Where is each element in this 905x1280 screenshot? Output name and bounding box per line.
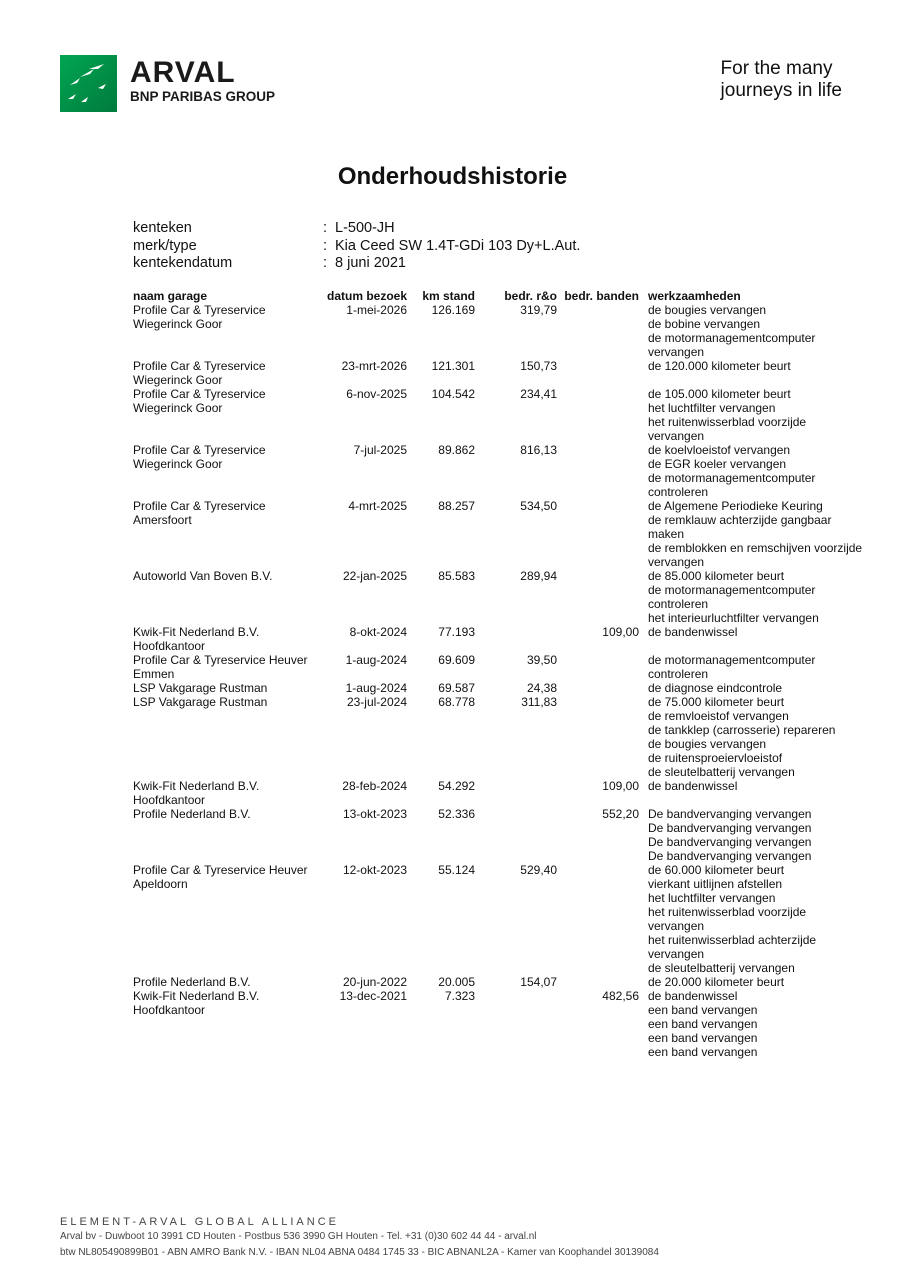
work-line: vervangen: [648, 947, 705, 961]
cell-km: 88.257: [438, 499, 475, 513]
work-line: de motormanagementcomputer: [648, 471, 816, 485]
garage-line: LSP Vakgarage Rustman: [133, 695, 268, 709]
cell-km: 89.862: [438, 443, 475, 457]
header-tyres: bedr. banden: [564, 289, 639, 303]
cell-date: 13-okt-2023: [342, 807, 407, 821]
cell-garage: [133, 653, 323, 681]
cell-ro: 234,41: [520, 387, 557, 401]
cell-garage: [133, 443, 323, 471]
work-line: een band vervangen: [648, 1031, 758, 1045]
cell-work: [648, 387, 868, 443]
work-line: de bandenwissel: [648, 779, 738, 793]
work-line: de 75.000 kilometer beurt: [648, 695, 785, 709]
datum-value: 8 juni 2021: [335, 255, 406, 271]
cell-km: 54.292: [438, 779, 475, 793]
garage-line: Emmen: [133, 667, 175, 681]
work-line: een band vervangen: [648, 1017, 758, 1031]
cell-km: 68.778: [438, 695, 475, 709]
cell-work: [648, 569, 868, 625]
work-line: controleren: [648, 485, 709, 499]
header-work: werkzaamheden: [648, 289, 741, 303]
cell-date: 20-jun-2022: [342, 975, 407, 989]
cell-date: 1-aug-2024: [345, 681, 407, 695]
cell-km: 104.542: [431, 387, 475, 401]
cell-garage: [133, 989, 323, 1017]
table-row: [133, 653, 873, 681]
garage-line: Hoofdkantoor: [133, 1003, 206, 1017]
garage-line: Hoofdkantoor: [133, 793, 206, 807]
cell-garage: [133, 779, 323, 807]
garage-line: Profile Car & Tyreservice Heuver: [133, 653, 308, 667]
cell-work: [648, 989, 868, 1059]
work-line: de 120.000 kilometer beurt: [648, 359, 791, 373]
cell-garage: [133, 625, 323, 653]
table-row: [133, 695, 873, 779]
table-row: [133, 807, 873, 863]
header-garage: naam garage: [133, 289, 208, 303]
table-body: [133, 303, 873, 1059]
table-row: [133, 569, 873, 625]
cell-work: [648, 863, 868, 975]
cell-work: [648, 359, 868, 373]
merk-row: [133, 238, 580, 256]
cell-km: 55.124: [438, 863, 475, 877]
separator: :: [323, 255, 328, 271]
cell-garage: [133, 807, 323, 821]
cell-km: 77.193: [438, 625, 475, 639]
footer-alliance: ELEMENT-ARVAL GLOBAL ALLIANCE: [60, 1216, 339, 1228]
page-title: Onderhoudshistorie: [337, 163, 568, 190]
cell-work: [648, 499, 868, 569]
cell-date: 4-mrt-2025: [348, 499, 407, 513]
work-line: vervangen: [648, 919, 705, 933]
cell-work: [648, 625, 868, 639]
garage-line: Profile Car & Tyreservice Heuver: [133, 863, 308, 877]
merk-label: merk/type: [133, 237, 197, 254]
cell-ro: 39,50: [526, 653, 557, 667]
table-row: [133, 443, 873, 499]
cell-date: 22-jan-2025: [342, 569, 407, 583]
header-km: km stand: [422, 289, 475, 303]
brand-group: BNP PARIBAS GROUP: [130, 89, 276, 104]
work-line: de diagnose eindcontrole: [648, 681, 783, 695]
work-line: maken: [648, 527, 685, 541]
work-line: controleren: [648, 597, 709, 611]
table-row: [133, 499, 873, 569]
work-line: het luchtfilter vervangen: [648, 891, 776, 905]
cell-date: 1-mei-2026: [346, 303, 407, 317]
cell-date: 12-okt-2023: [342, 863, 407, 877]
garage-line: Wiegerinck Goor: [133, 401, 223, 415]
work-line: De bandvervanging vervangen: [648, 807, 812, 821]
garage-line: Wiegerinck Goor: [133, 373, 223, 387]
garage-line: Profile Nederland B.V.: [133, 975, 251, 989]
cell-work: [648, 779, 868, 793]
garage-line: Kwik-Fit Nederland B.V.: [133, 625, 260, 639]
footer-address: Arval bv - Duwboot 10 3991 CD Houten - Postbus 536 3990 GH Houten - Tel. +31 (0)30 602 44 44 - arval.nl: [60, 1231, 537, 1242]
garage-line: LSP Vakgarage Rustman: [133, 681, 268, 695]
garage-line: Amersfoort: [133, 513, 192, 527]
cell-km: 69.609: [438, 653, 475, 667]
garage-line: Hoofdkantoor: [133, 639, 206, 653]
cell-km: 85.583: [438, 569, 475, 583]
slogan: [721, 58, 842, 102]
work-line: vervangen: [648, 345, 705, 359]
cell-tyres: 552,20: [602, 807, 639, 821]
cell-date: 6-nov-2025: [346, 387, 407, 401]
maintenance-table: [133, 289, 873, 1059]
work-line: de sleutelbatterij vervangen: [648, 765, 795, 779]
garage-line: Profile Nederland B.V.: [133, 807, 251, 821]
datum-row: [133, 255, 580, 273]
cell-garage: [133, 695, 323, 709]
work-line: de bandenwissel: [648, 989, 738, 1003]
cell-date: 23-mrt-2026: [341, 359, 407, 373]
work-line: het ruitenwisserblad voorzijde: [648, 905, 807, 919]
garage-line: Profile Car & Tyreservice: [133, 359, 266, 373]
arval-logo-icon: [60, 55, 117, 112]
work-line: de 85.000 kilometer beurt: [648, 569, 785, 583]
vehicle-info: [133, 220, 580, 273]
cell-ro: 534,50: [520, 499, 557, 513]
cell-date: 1-aug-2024: [345, 653, 407, 667]
work-line: controleren: [648, 667, 709, 681]
cell-tyres: 109,00: [602, 779, 639, 793]
table-row: [133, 863, 873, 975]
cell-date: 28-feb-2024: [342, 779, 407, 793]
work-line: de motormanagementcomputer: [648, 653, 816, 667]
cell-km: 7.323: [444, 989, 475, 1003]
cell-km: 20.005: [438, 975, 475, 989]
cell-garage: [133, 569, 323, 583]
datum-label: kentekendatum: [133, 255, 233, 271]
arval-logo: [60, 55, 275, 112]
cell-date: 13-dec-2021: [339, 989, 407, 1003]
work-line: de EGR koeler vervangen: [648, 457, 787, 471]
work-line: het ruitenwisserblad voorzijde: [648, 415, 807, 429]
kenteken-label: kenteken: [133, 220, 192, 236]
work-line: de bougies vervangen: [648, 303, 767, 317]
cell-ro: 150,73: [520, 359, 557, 373]
work-line: de remklauw achterzijde gangbaar: [648, 513, 832, 527]
table-row: [133, 387, 873, 443]
brand-name: ARVAL: [130, 56, 236, 89]
work-line: de bobine vervangen: [648, 317, 761, 331]
cell-date: 8-okt-2024: [349, 625, 407, 639]
kenteken-row: [133, 220, 580, 238]
cell-ro: 319,79: [520, 303, 557, 317]
work-line: de sleutelbatterij vervangen: [648, 961, 795, 975]
cell-garage: [133, 387, 323, 415]
table-row: [133, 681, 873, 695]
work-line: de bandenwissel: [648, 625, 738, 639]
table-row: [133, 975, 873, 989]
cell-garage: [133, 359, 323, 387]
cell-km: 121.301: [431, 359, 475, 373]
work-line: de tankklep (carrosserie) repareren: [648, 723, 836, 737]
work-line: De bandvervanging vervangen: [648, 849, 812, 863]
footer: [60, 1216, 659, 1261]
separator: :: [323, 237, 328, 254]
table-header: [133, 289, 873, 303]
header-ro: bedr. r&o: [504, 289, 557, 303]
cell-work: [648, 443, 868, 499]
garage-line: Profile Car & Tyreservice: [133, 443, 266, 457]
garage-line: Profile Car & Tyreservice: [133, 499, 266, 513]
work-line: vervangen: [648, 555, 705, 569]
work-line: het interieurluchtfilter vervangen: [648, 611, 819, 625]
work-line: De bandvervanging vervangen: [648, 821, 812, 835]
work-line: vierkant uitlijnen afstellen: [648, 877, 783, 891]
cell-garage: [133, 863, 323, 891]
separator: :: [323, 220, 328, 236]
cell-date: 23-jul-2024: [346, 695, 407, 709]
cell-garage: [133, 975, 323, 989]
cell-tyres: 482,56: [602, 989, 639, 1003]
cell-work: [648, 695, 868, 779]
table-row: [133, 359, 873, 387]
garage-line: Wiegerinck Goor: [133, 317, 223, 331]
cell-garage: [133, 499, 323, 527]
cell-garage: [133, 303, 323, 331]
work-line: een band vervangen: [648, 1045, 758, 1059]
work-line: de 60.000 kilometer beurt: [648, 863, 785, 877]
work-line: het luchtfilter vervangen: [648, 401, 776, 415]
cell-tyres: 109,00: [602, 625, 639, 639]
work-line: de 105.000 kilometer beurt: [648, 387, 791, 401]
table-row: [133, 989, 873, 1059]
cell-work: [648, 303, 868, 359]
cell-ro: 529,40: [520, 863, 557, 877]
garage-line: Wiegerinck Goor: [133, 457, 223, 471]
work-line: de motormanagementcomputer: [648, 331, 816, 345]
garage-line: Profile Car & Tyreservice: [133, 387, 266, 401]
work-line: de Algemene Periodieke Keuring: [648, 499, 823, 513]
cell-date: 7-jul-2025: [353, 443, 407, 457]
work-line: de koelvloeistof vervangen: [648, 443, 791, 457]
work-line: De bandvervanging vervangen: [648, 835, 812, 849]
cell-work: [648, 975, 868, 989]
header-date: datum bezoek: [326, 289, 407, 303]
kenteken-value: L-500-JH: [335, 220, 395, 236]
cell-ro: 24,38: [526, 681, 557, 695]
garage-line: Kwik-Fit Nederland B.V.: [133, 989, 260, 1003]
slogan-line-2: journeys in life: [720, 80, 842, 101]
work-line: de ruitensproeiervloeistof: [648, 751, 783, 765]
garage-line: Kwik-Fit Nederland B.V.: [133, 779, 260, 793]
garage-line: Autoworld Van Boven B.V.: [133, 569, 273, 583]
garage-line: Apeldoorn: [133, 877, 188, 891]
slogan-line-1: For the many: [720, 58, 833, 79]
cell-km: 126.169: [431, 303, 475, 317]
cell-garage: [133, 681, 323, 695]
work-line: het ruitenwisserblad achterzijde: [648, 933, 817, 947]
work-line: de bougies vervangen: [648, 737, 767, 751]
cell-ro: 816,13: [520, 443, 557, 457]
cell-ro: 289,94: [520, 569, 557, 583]
cell-ro: 154,07: [520, 975, 557, 989]
work-line: de 20.000 kilometer beurt: [648, 975, 785, 989]
work-line: de remvloeistof vervangen: [648, 709, 789, 723]
table-row: [133, 625, 873, 653]
work-line: de remblokken en remschijven voorzijde: [648, 541, 863, 555]
work-line: vervangen: [648, 429, 705, 443]
merk-value: Kia Ceed SW 1.4T-GDi 103 Dy+L.Aut.: [335, 237, 581, 254]
cell-ro: 311,83: [521, 695, 557, 709]
garage-line: Profile Car & Tyreservice: [133, 303, 266, 317]
table-row: [133, 779, 873, 807]
cell-km: 52.336: [438, 807, 475, 821]
cell-km: 69.587: [438, 681, 475, 695]
work-line: een band vervangen: [648, 1003, 758, 1017]
footer-bank: btw NL805490899B01 - ABN AMRO Bank N.V. - IBAN NL04 ABNA 0484 1745 33 - BIC ABNANL2A - Kamer van Koophandel 30139084: [60, 1247, 659, 1258]
cell-work: [648, 653, 868, 681]
table-row: [133, 303, 873, 359]
work-line: de motormanagementcomputer: [648, 583, 816, 597]
cell-work: [648, 807, 868, 863]
cell-work: [648, 681, 868, 695]
